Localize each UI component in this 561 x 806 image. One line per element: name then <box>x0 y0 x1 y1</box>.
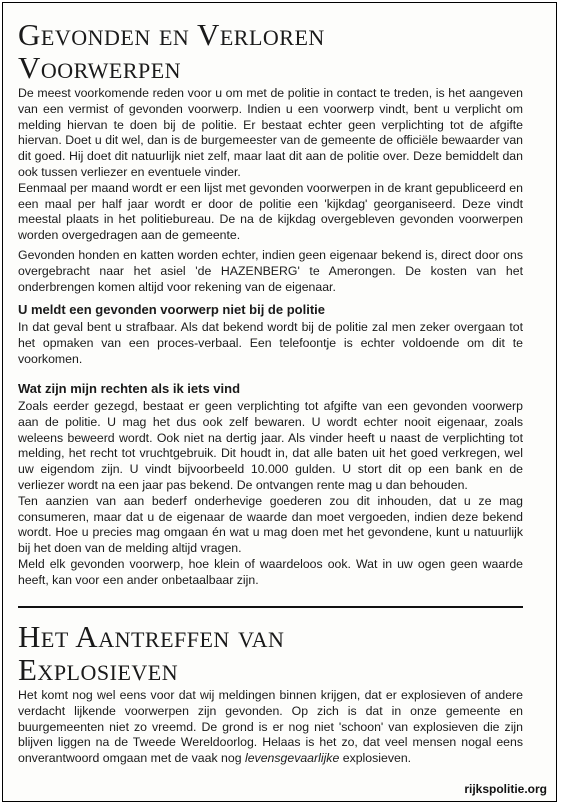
site-watermark: rijkspolitie.org <box>464 782 547 796</box>
sub-heading: U meldt een gevonden voorwerp niet bij de politie <box>18 302 325 317</box>
title-line-1: Het Aantreffen van <box>18 619 285 654</box>
section-not-reported <box>18 302 523 367</box>
paragraph: Gevonden honden en katten worden echter, indien geen eigenaar bekend is, direct door ons overgebracht naar het asiel 'de HAZENBERG' te Amerongen. De kosten van het onderbrengen komen altijd voor rekening van de eigenaar. <box>18 247 523 294</box>
paragraph: In dat geval bent u strafbaar. Als dat bekend wordt bij de politie zal men zeker overgaan tot het opmaken van een proces-verbaal. Een telefoontje is echter voldoende om dit te voorkomen. <box>18 320 523 366</box>
sub-heading: Wat zijn mijn rechten als ik iets vind <box>18 381 241 396</box>
section-explosives-body <box>18 688 523 767</box>
title-line-1: Gevonden en Verloren <box>18 17 325 52</box>
title-line-2: Explosieven <box>18 652 179 687</box>
section-found-lost-body <box>18 86 523 295</box>
paragraph: Het komt nog wel eens voor dat wij meldingen binnen krijgen, dat er explosieven of andere verdacht lijkende voorwerpen zijn gevonden. Op zich is dat in onze gemeente en buurgemeenten niet zo vreemd. De grond is er nog niet 'schoon' van explosieven die zijn blijven liggen na de Tweede Wereldoorlog. Helaas is het zo, dat veel mensen nogal eens onverantwoord omgaan met de vaak nog levensgevaarlijke explosieven. <box>18 688 523 766</box>
paragraph: Ten aanzien van aan bederf onderhevige goederen zou dit inhouden, dat u ze mag consumeren, maar dat u de eigenaar de waarde dan moet vergoeden, indien deze bekend wordt. Hoe u precies mag omgaan én wat u mag doen met het gevondene, kunt u natuurlijk bij het doen van de melding altijd vragen. <box>18 493 523 556</box>
title-line-2: Voorwerpen <box>18 50 182 85</box>
paragraph: Zoals eerder gezegd, bestaat er geen verplichting tot afgifte van een gevonden voorwerp aan de politie. U mag het dus ook zelf bewaren. U wordt echter nooit eigenaar, zoals weleens beweerd wordt. Ook niet na dertig jaar. Als vinder heeft u naast de verplichting tot melding, het recht tot vruchtgebruik. Dit houdt in, dat alle baten uit het goed verkregen, wel uw eigendom zijn. U vindt bijvoorbeeld 10.000 gulden. U stort dit op een bank en de verliezer wordt na een jaar pas bekend. De ontvangen rente mag u dan behouden. <box>18 399 523 492</box>
section-title-found-lost <box>18 18 523 84</box>
paragraph: Meld elk gevonden voorwerp, hoe klein of waardeloos ook. Wat in uw ogen geen waarde heeft, kan voor een ander onbetaalbaar zijn. <box>18 556 523 587</box>
section-title-explosives <box>18 620 523 686</box>
italic-emphasis: levensgevaarlijke <box>244 751 340 766</box>
section-divider <box>18 606 523 608</box>
paragraph: Eenmaal per maand wordt er een lijst met gevonden voorwerpen in de krant gepubliceerd en een maal per half jaar wordt er door de politie een 'kijkdag' georganiseerd. Deze vindt meestal plaats in het politiebureau. De na de kijkdag overgebleven gevonden voorwerpen worden overgedragen aan de gemeente. <box>18 180 523 243</box>
section-rights <box>18 381 523 589</box>
paragraph: De meest voorkomende reden voor u om met de politie in contact te treden, is het aangeven van een vermist of gevonden voorwerp. Indien u een voorwerp vindt, bent u verplicht om melding hiervan te doen bij de politie. Er bestaat echter geen verplichting tot de afgifte hiervan. Doet u dit wel, dan is de burgemeester van de gemeente de officiële bewaarder van dit goed. Hij doet dit natuurlijk niet zelf, maar laat dit aan de politie over. Deze bemiddelt dan ook tussen verliezer en eventuele vinder. <box>18 86 523 179</box>
